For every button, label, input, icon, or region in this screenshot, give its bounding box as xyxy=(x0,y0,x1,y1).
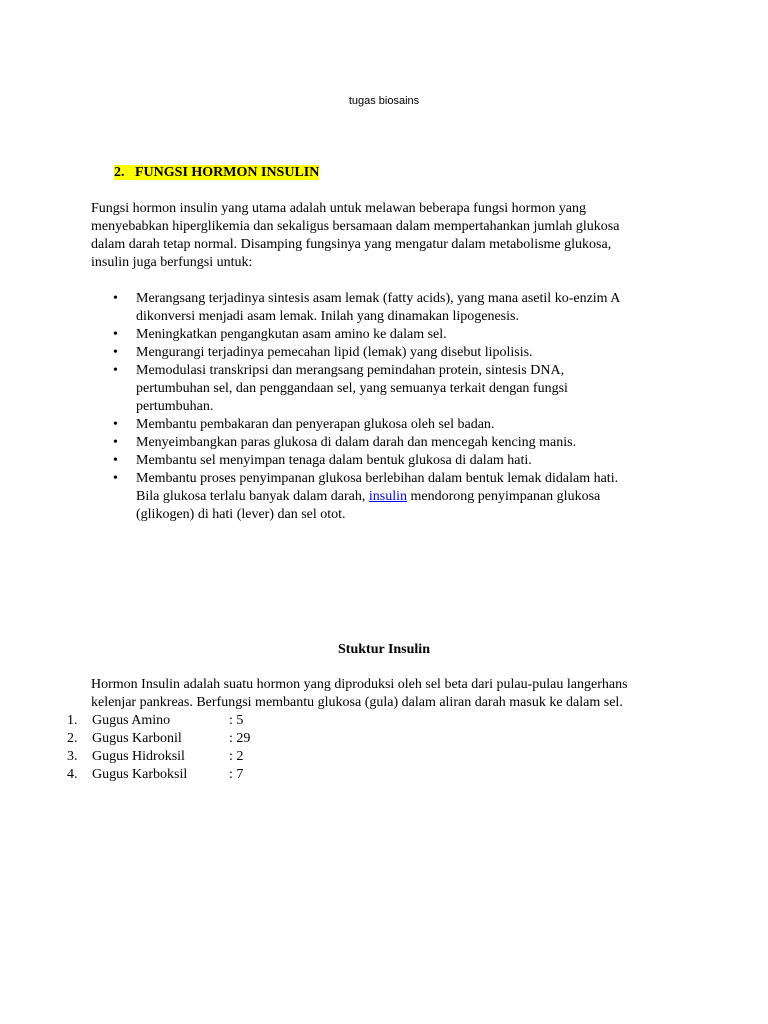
intro-paragraph xyxy=(91,200,691,272)
group-count-list xyxy=(0,712,768,784)
item-number: 2. xyxy=(67,731,78,746)
bullet-line: (glikogen) di hati (lever) dan sel otot. xyxy=(136,507,346,522)
document-header: tugas biosains xyxy=(348,95,420,107)
function-bullet-list xyxy=(0,290,768,524)
section-title: FUNGSI HORMON INSULIN xyxy=(135,165,320,180)
item-label: Gugus Karbonil xyxy=(92,731,182,746)
bullet-line: Merangsang terjadinya sintesis asam lemak (fatty acids), yang mana asetil ko-enzim A xyxy=(136,291,621,306)
bullet-line: Membantu sel menyimpan tenaga dalam bentuk glukosa di dalam hati. xyxy=(136,453,532,468)
bullet-line: dikonversi menjadi asam lemak. Inilah yang dinamakan lipogenesis. xyxy=(136,309,519,324)
item-label: Gugus Karboksil xyxy=(92,767,188,782)
item-value: : 5 xyxy=(229,713,244,728)
intro-line: menyebabkan hiperglikemia dan sekaligus bersamaan dalam mempertahankan jumlah glukosa xyxy=(91,219,620,234)
item-value: : 7 xyxy=(229,767,244,782)
list-item xyxy=(0,452,768,470)
bullet-icon: • xyxy=(113,291,118,306)
item-number: 1. xyxy=(67,713,78,728)
structure-paragraph xyxy=(91,676,691,712)
bullet-line: Mengurangi terjadinya pemecahan lipid (lemak) yang disebut lipolisis. xyxy=(136,345,533,360)
bullet-icon: • xyxy=(113,417,118,432)
list-item xyxy=(0,712,768,730)
list-item xyxy=(0,416,768,434)
bullet-line: Menyeimbangkan paras glukosa di dalam darah dan mencegah kencing manis. xyxy=(136,435,577,450)
bullet-line: Membantu pembakaran dan penyerapan glukosa oleh sel badan. xyxy=(136,417,495,432)
insulin-link[interactable]: insulin xyxy=(368,489,407,504)
bullet-icon: • xyxy=(113,327,118,342)
bullet-line-text: mendorong penyimpanan glukosa xyxy=(407,489,601,504)
bullet-line: Memodulasi transkripsi dan merangsang pemindahan protein, sintesis DNA, xyxy=(136,363,565,378)
item-label: Gugus Amino xyxy=(92,713,171,728)
item-value: : 2 xyxy=(229,749,244,764)
structure-title: Stuktur Insulin xyxy=(338,642,430,657)
heading-highlight xyxy=(114,165,319,180)
list-item xyxy=(0,362,768,416)
bullet-icon: • xyxy=(113,363,118,378)
item-number: 3. xyxy=(67,749,78,764)
bullet-line-text: Bila glukosa terlalu banyak dalam darah, xyxy=(136,489,369,504)
intro-line: dalam darah tetap normal. Disamping fungsinya yang mengatur dalam metabolisme glukosa, xyxy=(91,237,612,252)
intro-line: Fungsi hormon insulin yang utama adalah untuk melawan beberapa fungsi hormon yang xyxy=(91,201,586,216)
section-heading xyxy=(114,164,319,182)
bullet-line: Membantu proses penyimpanan glukosa berlebihan dalam bentuk lemak didalam hati. xyxy=(136,471,619,486)
bullet-icon: • xyxy=(113,435,118,450)
list-item xyxy=(0,434,768,452)
bullet-icon: • xyxy=(113,453,118,468)
structure-line: Hormon Insulin adalah suatu hormon yang diproduksi oleh sel beta dari pulau-pulau langerhans xyxy=(91,677,628,692)
intro-line: insulin juga berfungsi untuk: xyxy=(91,255,253,270)
item-value: : 29 xyxy=(229,731,251,746)
bullet-line: Meningkatkan pengangkutan asam amino ke dalam sel. xyxy=(136,327,447,342)
bullet-icon: • xyxy=(113,345,118,360)
list-item xyxy=(0,766,768,784)
section-number: 2. xyxy=(114,165,125,180)
list-item xyxy=(0,326,768,344)
item-number: 4. xyxy=(67,767,78,782)
list-item xyxy=(0,730,768,748)
bullet-line: pertumbuhan sel, dan penggandaan sel, yang semuanya terkait dengan fungsi xyxy=(136,381,568,396)
bullet-icon: • xyxy=(113,471,118,486)
structure-line: kelenjar pankreas. Berfungsi membantu glukosa (gula) dalam aliran darah masuk ke dalam sel. xyxy=(91,695,623,710)
list-item xyxy=(0,344,768,362)
bullet-line: pertumbuhan. xyxy=(136,399,214,414)
list-item xyxy=(0,290,768,326)
list-item xyxy=(0,748,768,766)
item-label: Gugus Hidroksil xyxy=(92,749,185,764)
list-item xyxy=(0,470,768,524)
